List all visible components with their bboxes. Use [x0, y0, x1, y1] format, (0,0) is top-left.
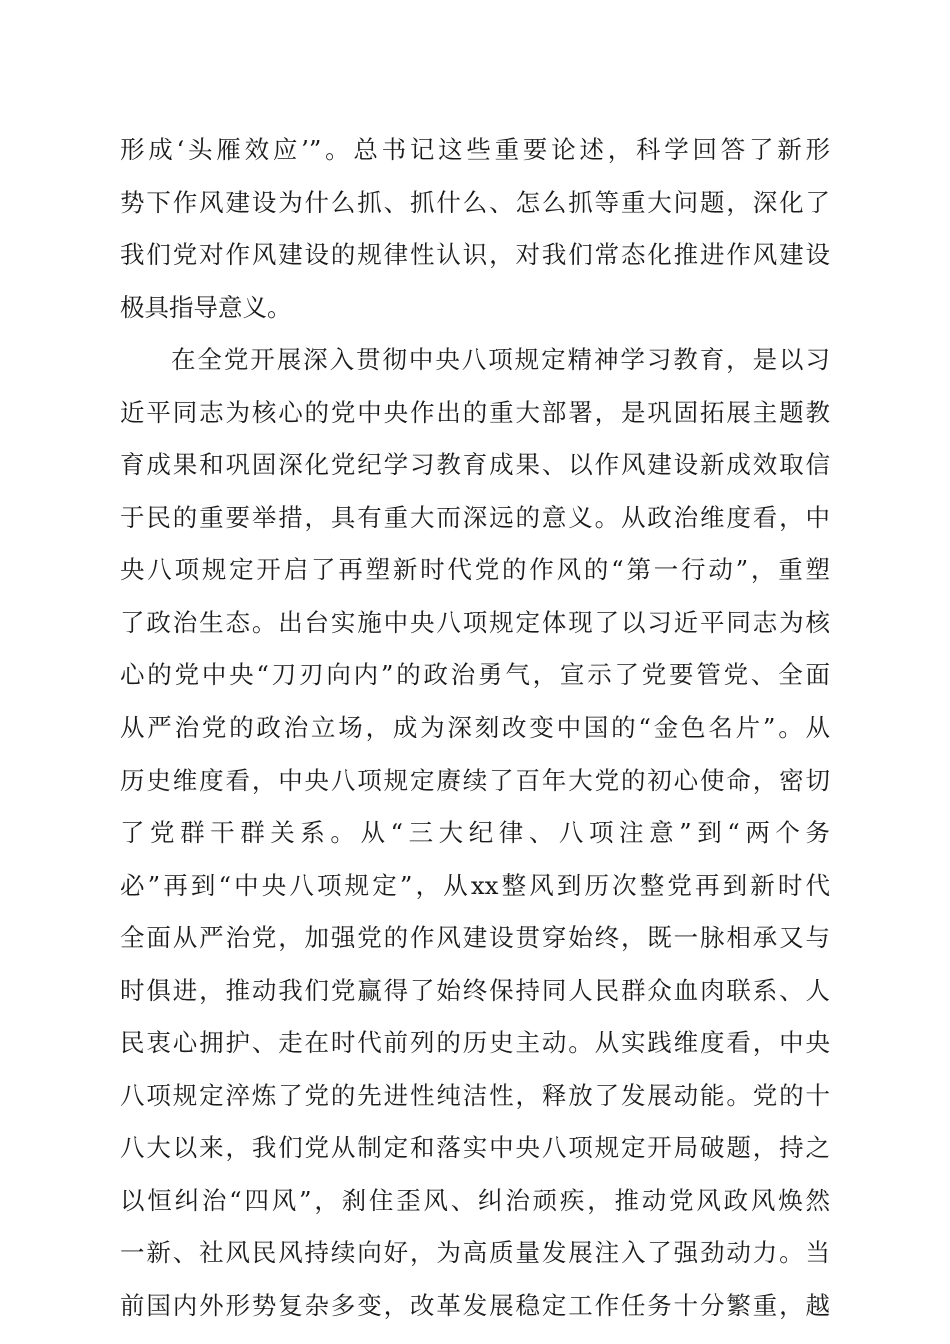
text-line-20: 八大以来，我们党从制定和落实中央八项规定开局破题，持之 — [120, 1133, 830, 1163]
text-line-10: 了政治生态。出台实施中央八项规定体现了以习近平同志为核 — [120, 607, 830, 637]
text-line-12: 从严治党的政治立场，成为深刻改变中国的“金色名片”。从 — [120, 713, 830, 743]
text-line-13: 历史维度看，中央八项规定赓续了百年大党的初心使命，密切 — [120, 765, 830, 795]
text-line-8: 于民的重要举措，具有重大而深远的意义。从政治维度看，中 — [120, 502, 830, 532]
text-line-3: 我们党对作风建设的规律性认识，对我们常态化推进作风建设 — [120, 240, 830, 270]
text-line-15: 必”再到“中央八项规定”，从xx整风到历次整党再到新时代 — [120, 870, 830, 900]
text-line-7: 育成果和巩固深化党纪学习教育成果、以作风建设新成效取信 — [120, 450, 830, 480]
text-line-18: 民衷心拥护、走在时代前列的历史主动。从实践维度看，中央 — [120, 1028, 830, 1058]
text-line-19: 八项规定淬炼了党的先进性纯洁性，释放了发展动能。党的十 — [120, 1080, 830, 1110]
text-line-1: 形成‘头雁效应’”。总书记这些重要论述，科学回答了新形 — [120, 135, 830, 164]
text-line-9: 央八项规定开启了再塑新时代党的作风的“第一行动”，重塑 — [120, 555, 830, 585]
text-line-5: 在全党开展深入贯彻中央八项规定精神学习教育，是以习 — [171, 345, 830, 375]
body-text — [120, 124, 830, 1333]
text-line-11: 心的党中央“刀刃向内”的政治勇气，宣示了党要管党、全面 — [120, 660, 830, 690]
text-line-6: 近平同志为核心的党中央作出的重大部署，是巩固拓展主题教 — [120, 397, 830, 427]
text-line-23: 前国内外形势复杂多变，改革发展稳定工作任务十分繁重，越 — [120, 1291, 830, 1321]
text-line-14: 了党群干群关系。从“三大纪律、八项注意”到“两个务 — [120, 818, 830, 848]
text-line-21: 以恒纠治“四风”，刹住歪风、纠治顽疾，推动党风政风焕然 — [120, 1185, 830, 1215]
text-line-2: 势下作风建设为什么抓、抓什么、怎么抓等重大问题，深化了 — [120, 187, 830, 217]
text-line-17: 时俱进，推动我们党赢得了始终保持同人民群众血肉联系、人 — [120, 975, 830, 1005]
text-line-16: 全面从严治党，加强党的作风建设贯穿始终，既一脉相承又与 — [120, 923, 830, 953]
text-line-22: 一新、社风民风持续向好，为高质量发展注入了强劲动力。当 — [120, 1238, 830, 1268]
text-line-4: 极具指导意义。 — [120, 292, 292, 322]
